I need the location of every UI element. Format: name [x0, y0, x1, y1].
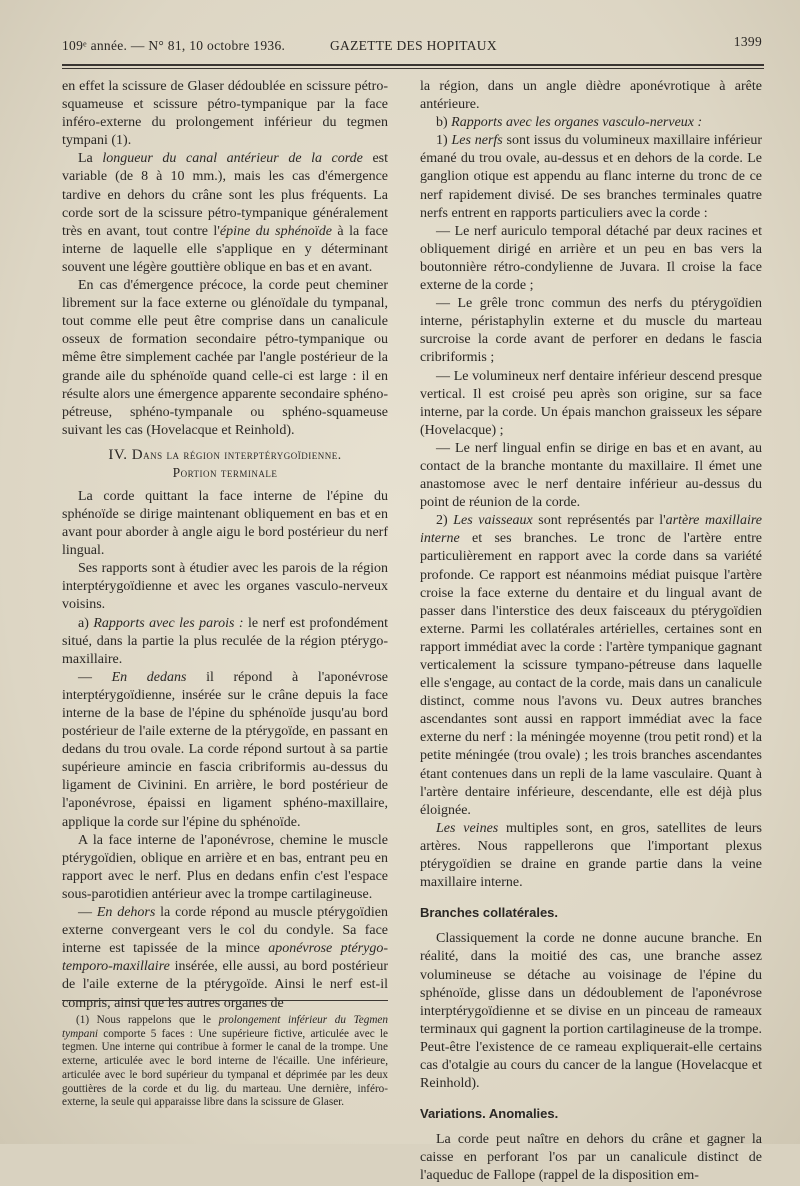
paragraph: a) Rapports avec les parois : le nerf est profondément situé, dans la partie la plus reculée de la région ptérygo-maxillaire. [62, 615, 388, 667]
page-number: 1399 [733, 34, 762, 49]
paragraph: Les veines multiples sont, en gros, satellites de leurs artères. Nous rappellerons que l'important plexus ptérygoïdien se draine en grande partie dans la veine maxillaire interne. [420, 820, 762, 891]
paragraph: La corde peut naître en dehors du crâne et gagner la caisse en perforant l'os par un canalicule distinct de l'aqueduc de Fallope (rappel de la disposition em- [420, 1132, 762, 1184]
subheading-branches: Branches collatérales. [420, 905, 559, 921]
issue-info: 109ᵉ année. — N° 81, 10 octobre 1936. [62, 38, 286, 53]
paragraph: 2) Les vaisseaux sont représentés par l'artère maxillaire interne et ses branches. Le tronc de l'artère entre particulièrement en rapport avec la corde dans sa variété profonde. Ce rapport est néanmoins médiat puisque l'artère croise la face externe du dentaire et du lingual avant de passer dans l'interstice des deux faisceaux du ptérygoïdien externe. Parmi les collatérales artérielles, certaines sont en rapport immédiat avec la corde : l'artère tympanique gagnant verticalement la scissure tympano-pétreuse dans laquelle elle s'engage, au contact de la corde, mais dans un canalicule distinct, comme nous l'avons vu. Deux autres branches ascendantes sont aussi en rapport immédiat avec la face externe du nerf : la méningée moyenne (trou petit rond) et la petite méningée (trou ovale) ; les trois branches ascendantes étant contenues dans un repli de la lame vasculaire. Quant à l'artère dentaire inférieure, descendante, elle est déjà plus éloignée. [420, 513, 762, 818]
paragraph: A la face interne de l'aponévrose, chemine le muscle ptérygoïdien, oblique en arrière et en bas, entrant peu en rapport avec le nerf. Plus en dedans enfin c'est l'espace sous-parotidien antérieur avec la trompe cartilagineuse. [62, 832, 388, 902]
paragraph: — Le volumineux nerf dentaire inférieur descend presque vertical. Il est croisé peu après son origine, sur sa face interne, par la corde. Un épais manchon graisseux les sépare (Hovelacque) ; [420, 368, 762, 438]
paragraph: La corde quittant la face interne de l'épine du sphénoïde se dirige maintenant obliquement en bas et en avant pour aborder à angle aigu le bord postérieur du nerf lingual. [62, 488, 388, 559]
paragraph: — Le grêle tronc commun des nerfs du ptérygoïdien interne, péristaphylin externe et du muscle du marteau surcroise la corde avant de perforer en dedans le fascia cribriformis ; [420, 296, 762, 366]
paragraph: 1) Les nerfs sont issus du volumineux maxillaire inférieur émané du trou ovale, au-dessus et en dehors de la corde. Le ganglion otique est appendu au flanc interne du tronc de ce nerf rapidement divisé. De ses branches terminales quatre nerfs entrent en rapports particuliers avec la corde : [420, 133, 763, 221]
paragraph: — Le nerf lingual enfin se dirige en bas et en avant, au contact de la branche montante du maxillaire. Il émet une anastomose avec le nerf dentaire inférieur au-dessus du point de réunion de la corde. [420, 440, 762, 511]
header-rule-thick [62, 64, 764, 66]
paragraph: La longueur du canal antérieur de la corde est variable (de 8 à 10 mm.), mais les cas d'émergence tardive en dehors du crâne sont les plus fréquents. La corde sort de la scissure pétro-tympanique généralement très en avant, tout contre l'épine du sphénoïde à la face interne de laquelle elle s'applique en y déterminant souvent une légère gouttière oblique en bas et en avant. [62, 151, 389, 275]
paragraph: — Le nerf auriculo temporal détaché par deux racines et obliquement dirigé en arrière et un peu en bas vers la boutonnière rétro-condylienne de Juvara. Il croise la face externe de la corde ; [420, 223, 762, 294]
paragraph: — En dehors la corde répond au muscle ptérygoïdien externe convergeant vers le col du condyle. Sa face interne est tapissée de la mince aponévrose ptérygo-temporo-maxillaire insérée, elle aussi, au bord postérieur de l'aile externe de la ptérygoïde. Ainsi le nerf est-il compris, ainsi que les autres organes de [62, 905, 388, 1011]
header-rule-thin [62, 68, 764, 69]
paragraph: — En dedans il répond à l'aponévrose interptérygoïdienne, insérée sur le crâne depuis la face interne de la base de l'épine du sphénoïde jusqu'au bord postérieur de l'aile externe de la ptérygoïde, en passant en dedans du trou ovale. La corde répond surtout à sa partie supérieure amincie en fascia cribriformis au-dessus du ligament de Civinini. En arrière, le bord postérieur de l'aponévrose, épaissi en ligament sphéno-maxillaire, applique la corde sur l'épine du sphénoïde. [62, 669, 388, 830]
footnote-rule [62, 1000, 388, 1001]
right-column [420, 78, 762, 1186]
footnote-text: (1) Nous rappelons que le prolongement inférieur du Tegmen tympani comporte 5 faces : Une supérieure fictive, articulée avec le tegmen. Une interne qui contribue à former le canal de la trompe. Une externe, articulée avec le bord interne de l'écaille. Une inférieure, articulée avec le bord supérieur du tympanal et déprimée par les deux gouttières de la corde et du lig. du marteau. Une dernière, inféro-externe, la seule qui apparaisse libre dans la scissure de Glaser. [62, 1014, 388, 1109]
running-header [62, 34, 762, 56]
left-column [62, 78, 388, 1013]
journal-title: GAZETTE DES HOPITAUX [330, 38, 497, 53]
footnote [62, 1014, 388, 1110]
subheading-variations: Variations. Anomalies. [420, 1106, 559, 1122]
paragraph: la région, dans un angle dièdre aponévrotique à arête antérieure. [420, 79, 762, 113]
paragraph: Ses rapports sont à étudier avec les parois de la région interptérygoïdienne et avec les organes vasculo-nerveux voisins. [62, 561, 388, 613]
paragraph: En cas d'émergence précoce, la corde peut cheminer librement sur la face externe ou glénoïdale du tympanal, tout comme elle peut être comprise dans un canalicule osseux de formation secondaire pétro-tympanique ou même être simplement cachée par l'angle postérieur de la grande aile du sphénoïde quand celle-ci est large : il en résulte alors une émergence apparente secondaire sphéno-pétreuse, sphéno-tympanale ou sphéno-squameuse suivant les cas (Hovelacque et Reinhold). [62, 278, 388, 438]
paragraph: en effet la scissure de Glaser dédoublée en scissure pétro-squameuse et scissure pétro-tympanique par la face inféro-externe du prolongement inférieur du tegmen tympani (1). [62, 79, 388, 149]
paragraph: b) Rapports avec les organes vasculo-nerveux : [436, 115, 703, 131]
section-heading: IV. Dans la région interptérygoïdienne. Portion terminale [108, 446, 342, 480]
paragraph: Classiquement la corde ne donne aucune branche. En réalité, dans la moitié des cas, une branche assez volumineuse se détache au voisinage de l'épine du sphénoïde, glisse dans un dédoublement de l'aponévrose interptérygoïdienne et se divise en un pinceau de rameaux terminaux qui gagnent la portion cartilagineuse de la trompe. Peut-être l'existence de ce rameau expliquerait-elle certains cas d'otalgie au cours du cancer de la langue (Hovelacque et Reinhold). [420, 931, 762, 1092]
